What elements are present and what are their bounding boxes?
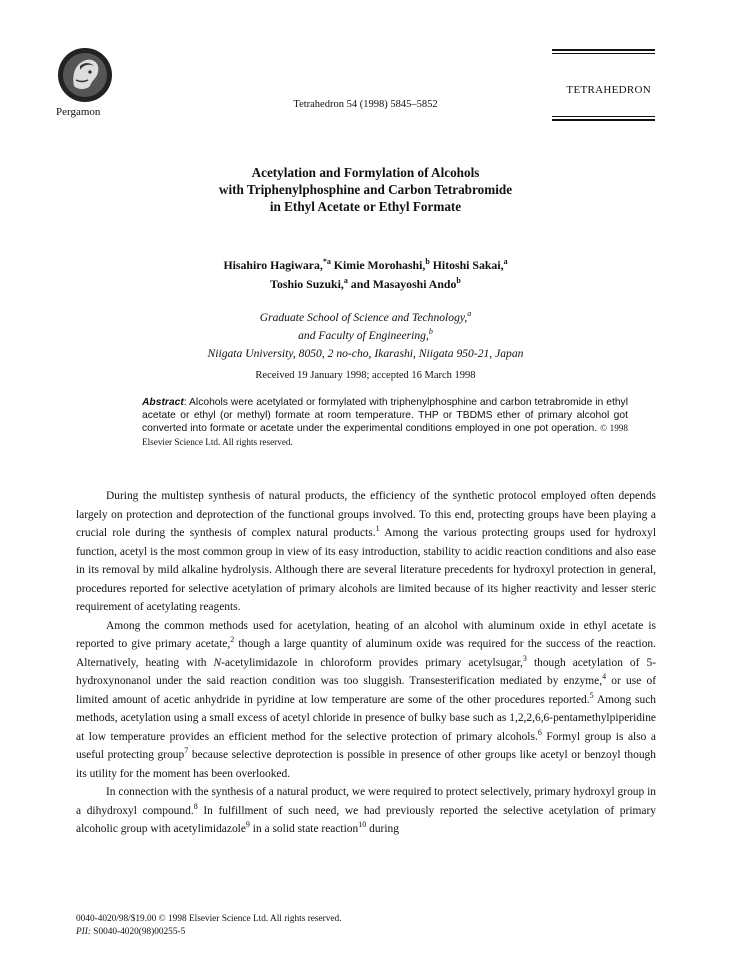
header-rule: [552, 119, 655, 121]
journal-name: TETRAHEDRON: [566, 84, 651, 96]
publisher-name: Pergamon: [56, 106, 101, 118]
paragraph: Among the common methods used for acetylation, heating of an alcohol with aluminum oxide in ethyl acetate is reported to give primary acetate,$^2$ though a large quantity of aluminum oxide was required for the success of the reaction. Alternatively, heating with N-acetylimidazole in chloroform provides primary acetylsugar,$^3$ though acetylation of 5-hydroxynonanol under the said reaction condition was too sluggish. Transesterification mediated by enzyme,$^4$ or use of limited amount of acetic anhydride in pyridine at low temperature are some of the other procedures reported.$^5$ Among such methods, acetylation using a small excess of acetyl chloride in presence of bulky base such as 1,2,2,6,6-pentamethylpiperidine at low temperature provides an efficient method for the selective protection of primary alcohols.$^6$ Formyl group is also a useful protecting group$^7$ because selective deprotection is possible in presence of other groups like acetyl or benzoyl though its utility for the moment has been overlooked.: [76, 619, 657, 780]
footer-pii: PII: S0040-4020(98)00255-5: [76, 926, 186, 937]
abstract-copyright: © 1998 Elsevier Science Ltd. All rights reserved.: [142, 423, 628, 447]
abstract-label: Abstract: [142, 397, 184, 408]
abstract: Abstract: Alcohols were acetylated or formylated with triphenylphosphine and carbon tetrabromide in ethyl acetate or ethyl (or methyl) formate at room temperature. THP or TBDMS ether of primary alcohol got converted into formate or acetate under the experimental conditions employed in one pot operation. © 1998 Elsevier Science Ltd. All rights reserved.: [142, 397, 628, 447]
paragraph: During the multistep synthesis of natural products, the efficiency of the synthetic protocol employed often depends largely on protection and deprotection of the functional groups involved. To this end, protecting groups have been playing a crucial role during the synthesis of complex natural products.$^1$ Among the various protecting groups used for hydroxyl function, acetyl is the most common group in view of its easy introduction, stability to acidic reaction conditions and also ease in its removal by mild alkaline hydrolysis. Although there are several literature precedents for hydroxyl protection in general, procedures reported for selective acetylation of primary alcohols are limited because of its higher reactivity and lesser steric requirement of acetylating reagents.: [76, 490, 656, 613]
header-rule: [552, 53, 655, 54]
header-rule: [552, 49, 655, 51]
journal-citation: Tetrahedron 54 (1998) 5845–5852: [293, 99, 438, 110]
paper-title: Acetylation and Formylation of Alcohols with Triphenylphosphine and Carbon Tetrabromide in Ethyl Acetate or Ethyl Formate: [218, 165, 513, 214]
received-dates: Received 19 January 1998; accepted 16 March 1998: [255, 370, 476, 381]
body-text: [76, 487, 656, 839]
header-rule: [552, 116, 655, 117]
publisher-logo: [56, 46, 114, 104]
footer-copyright: 0040-4020/98/$19.00 © 1998 Elsevier Science Ltd. All rights reserved.: [76, 914, 342, 924]
footer: [76, 913, 342, 938]
paragraph: In connection with the synthesis of a natural product, we were required to protect selectively, primary hydroxyl group in a dihydroxyl compound.$^8$ In fulfillment of such need, we had previously reported the selective acetylation of primary alcoholic group with acetylimidazole$^9$ in a solid state reaction$^{10}$ during: [76, 786, 657, 835]
affiliation: Graduate School of Science and Technology,$^a$ and Faculty of Engineering,$^b$ Niigata University, 8050, 2 no-cho, Ikarashi, Niigata 950-21, Japan: [207, 309, 524, 360]
author-list: Hisahiro Hagiwara,$^{*a}$ Kimie Morohashi,$^b$ Hitoshi Sakai,$^a$ Toshio Suzuki,$^a$ and Masayoshi Ando$^b$: [223, 257, 508, 291]
